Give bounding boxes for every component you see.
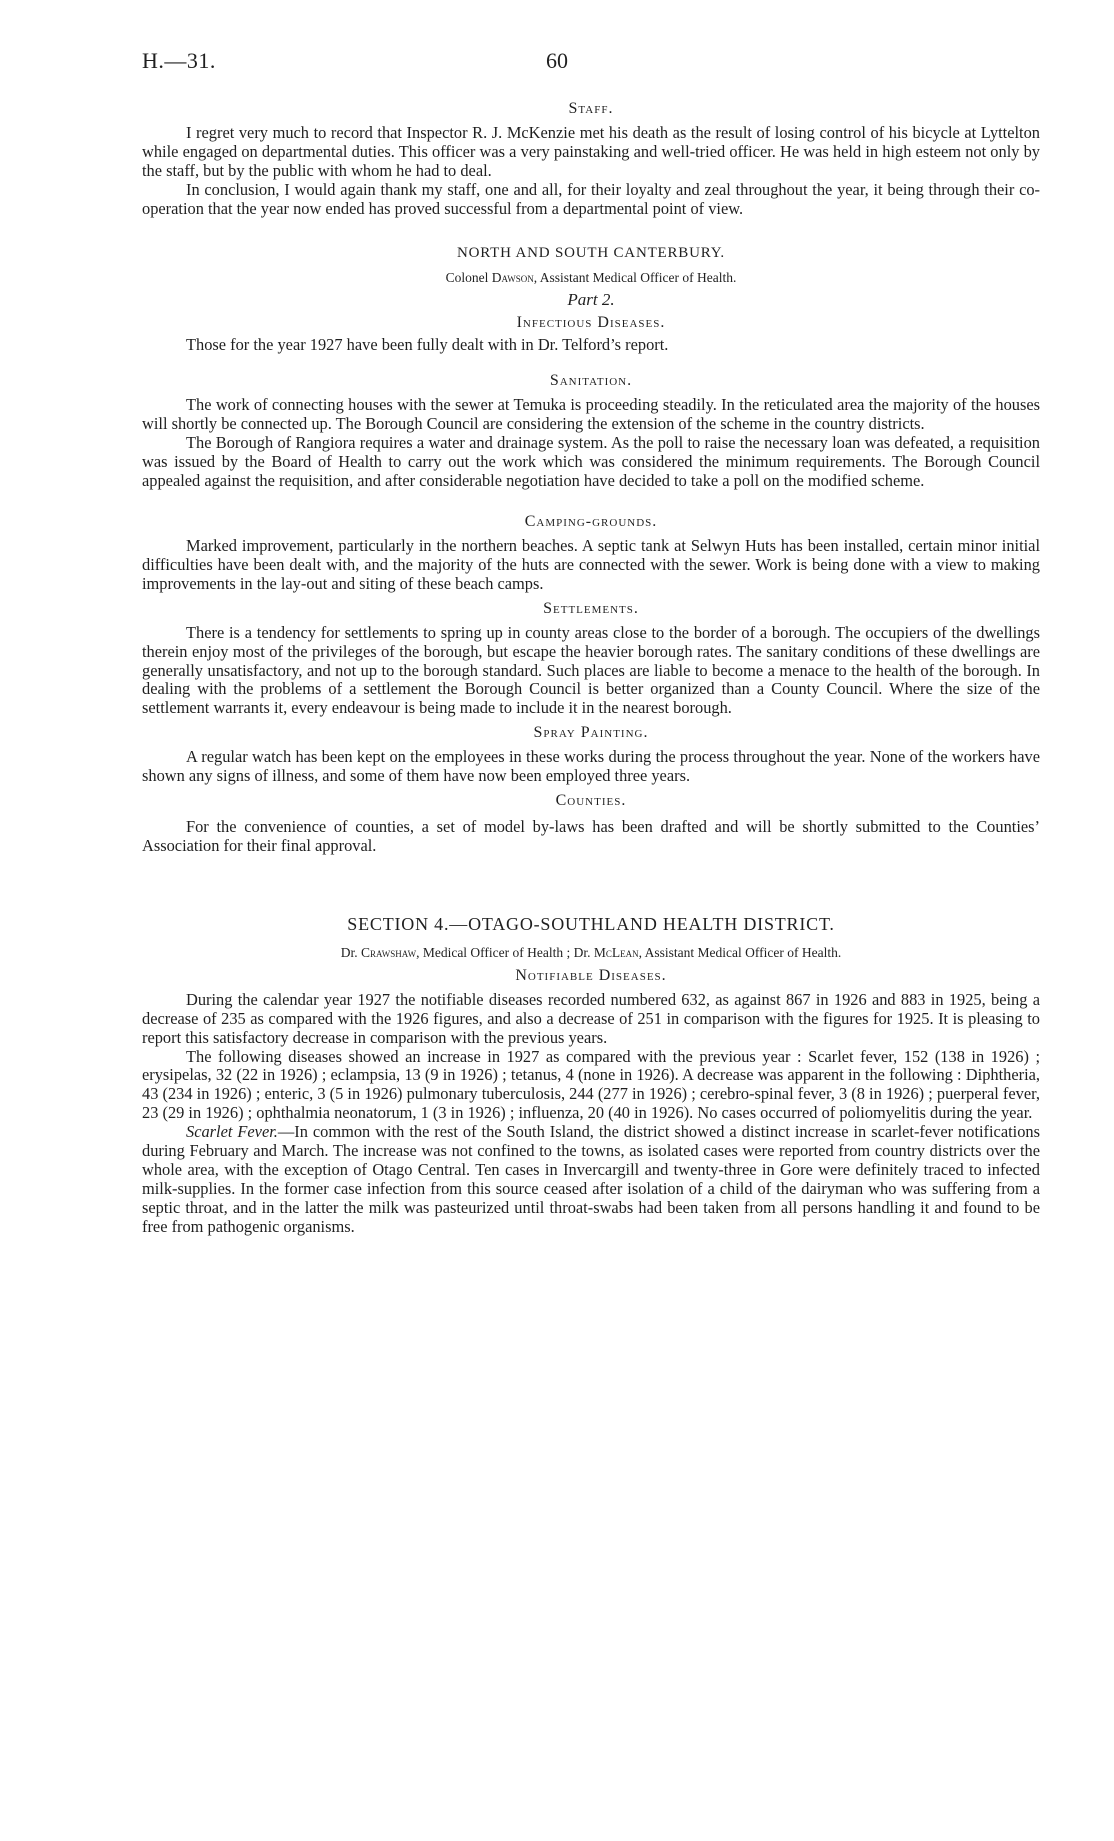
section-4-heading: SECTION 4.—OTAGO-SOUTHLAND HEALTH DISTRICT. <box>347 913 835 934</box>
page-body <box>142 100 1040 1237</box>
counties-paragraph: For the convenience of counties, a set of model by-laws has been drafted and will be shortly submitted to the Counties’ Association for their final approval. <box>142 817 1040 855</box>
officer-1-name: Crawshaw <box>361 944 417 960</box>
staff-paragraph-1: I regret very much to record that Inspector R. J. McKenzie met his death as the result of losing control of his bicycle at Lyttelton while engaged on departmental duties. This officer was a very painstaking and well-tried officer. He was held in high esteem not only by the staff, but by the public with whom he had to deal. <box>142 123 1040 180</box>
notifiable-diseases-heading: Notifiable Diseases. <box>515 966 667 984</box>
settlements-heading: Settlements. <box>543 599 639 617</box>
scarlet-fever-text: —In common with the rest of the South Island, the district showed a distinct increase in scarlet-fever notifications during February and March. The increase was not confined to the towns, as isolated cases were reported from country districts over the whole area, with the exception of Otago Central. Ten cases in Invercargill and twenty-three in Gore were definitely traced to infected milk-supplies. In the former case infection from this source ceased after isolation of a child of the dairyman who was suffering from a septic throat, and in the latter the milk was pasteurized until throat-swabs had been taken from all persons handling it and found to be free from pathogenic organisms. <box>142 1122 1040 1236</box>
document-reference: H.—31. <box>142 48 216 73</box>
camping-grounds-paragraph: Marked improvement, particularly in the northern beaches. A septic tank at Selwyn Huts has been installed, certain minor initial difficulties have been dealt with, and the majority of the huts are connected with the sewer. Work is being done with a view to making improvements in the lay-out and siting of these beach camps. <box>142 535 1040 593</box>
infectious-diseases-paragraph: Those for the year 1927 have been fully dealt with in Dr. Telford’s report. <box>186 334 669 354</box>
officer-2-prefix: Dr. <box>573 944 594 960</box>
officer-prefix: Colonel <box>445 269 492 285</box>
part-label: Part 2. <box>567 289 615 309</box>
counties-heading: Counties. <box>555 792 627 810</box>
officer-2-title: , Assistant Medical Officer of Health. <box>638 944 842 960</box>
camping-grounds-heading: Camping-grounds. <box>524 512 658 530</box>
spray-painting-heading: Spray Painting. <box>533 724 649 742</box>
infectious-diseases-heading: Infectious Diseases. <box>516 313 666 331</box>
officer-1-prefix: Dr. <box>340 944 362 960</box>
page-header <box>142 48 972 78</box>
section-4-officers <box>142 945 1040 961</box>
notifiable-diseases-paragraph-2: The following diseases showed an increase in 1927 as compared with the previous year : Scarlet fever, 152 (138 in 1926) ; erysipelas, 32 (22 in 1926) ; eclampsia, 13 (9 in 1926) ; tetanus, 4 (none in 1926). A decrease was apparent in the following : Diphtheria, 43 (234 in 1926) ; enteric, 3 (5 in 1926) pulmonary tuberculosis, 244 (277 in 1926) ; cerebro-spinal fever, 3 (8 in 1926) ; puerperal fever, 23 (29 in 1926) ; ophthalmia neonatorum, 1 (3 in 1926) ; influenza, 20 (40 in 1926). No cases occurred of poliomyelitis during the year. <box>142 1046 1040 1123</box>
page-number: 60 <box>546 48 568 73</box>
sanitation-paragraph-2: The Borough of Rangiora requires a water and drainage system. As the poll to raise the necessary loan was defeated, a requisition was issued by the Board of Health to carry out the work which was considered the minimum requirements. The Borough Council appealed against the requisition, and after considerable negotiation have decided to take a poll on the modified scheme. <box>142 433 1040 491</box>
sanitation-paragraph-1: The work of connecting houses with the sewer at Temuka is proceeding steadily. In the reticulated area the majority of the houses will shortly be connected up. The Borough Council are considering the extension of the scheme in the country districts. <box>142 395 1040 434</box>
officer-name: Dawson <box>491 269 534 285</box>
spray-painting-paragraph: A regular watch has been kept on the employees in these works during the process throughout the year. None of the workers have shown any signs of illness, and some of them have now been employed three years. <box>142 747 1040 786</box>
staff-heading: Staff. <box>568 100 614 117</box>
officer-2-name: McLean <box>593 944 639 960</box>
staff-paragraph-2: In conclusion, I would again thank my staff, one and all, for their loyalty and zeal throughout the year, it being through their co-operation that the year now ended has proved successful from a departmental point of view. <box>142 179 1040 218</box>
officer-1-title: , Medical Officer of Health ; <box>416 944 574 960</box>
scarlet-fever-paragraph <box>142 1123 1040 1236</box>
settlements-paragraph: There is a tendency for settlements to spring up in county areas close to the border of a borough. The occupiers of the dwellings therein enjoy most of the privileges of the borough, but escape the heavier borough rates. The sanitary conditions of these dwellings are generally unsatisfactory, and not up to the borough standard. Such places are liable to become a menace to the health of the borough. In dealing with the problems of a settlement the Borough Council is better organized than a County Council. Where the size of the settlement warrants it, every endeavour is being made to include it in the nearest borough. <box>142 622 1040 718</box>
notifiable-diseases-paragraph-1: During the calendar year 1927 the notifiable diseases recorded numbered 632, as against 867 in 1926 and 883 in 1925, being a decrease of 235 as compared with the 1926 figures, and also a decrease of 251 in comparison with the figures for 1925. It is pleasing to report this satisfactory decrease in comparison with the previous years. <box>142 989 1040 1047</box>
canterbury-heading: NORTH AND SOUTH CANTERBURY. <box>457 244 725 261</box>
canterbury-officer <box>142 270 1040 286</box>
officer-title: , Assistant Medical Officer of Health. <box>533 269 737 285</box>
sanitation-heading: Sanitation. <box>549 372 633 390</box>
scarlet-fever-label: Scarlet Fever. <box>186 1122 278 1142</box>
